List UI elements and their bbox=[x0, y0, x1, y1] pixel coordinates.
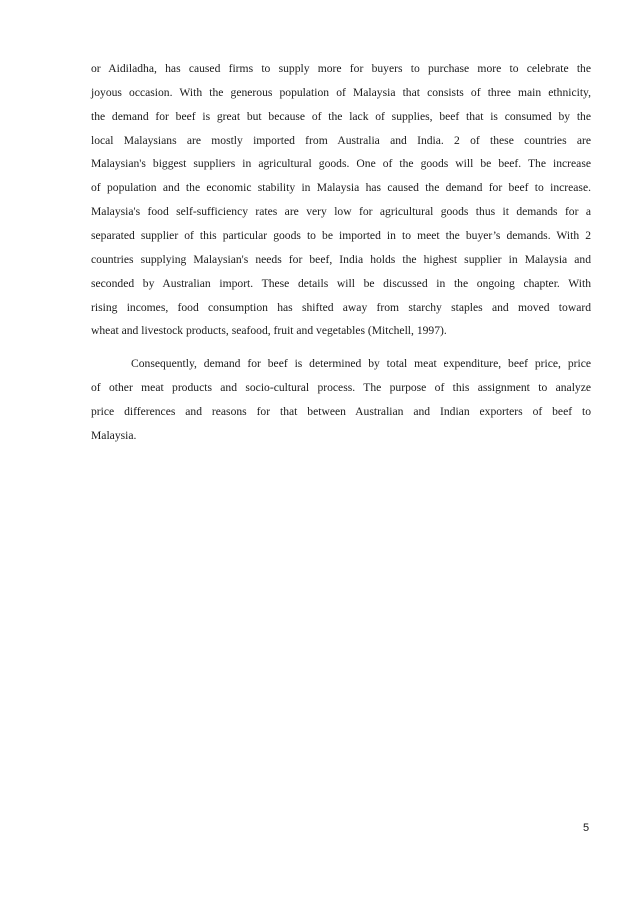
text-line: Malaysian's biggest suppliers in agricultural goods. One of the goods will be beef. The increase bbox=[91, 157, 591, 170]
text-line: wheat and livestock products, seafood, fruit and vegetables (Mitchell, 1997). bbox=[91, 324, 447, 337]
page-number: 5 bbox=[583, 822, 590, 834]
text-line: countries supplying Malaysian's needs for beef, India holds the highest supplier in Malaysia and bbox=[91, 253, 591, 266]
text-line: seconded by Australian import. These details will be discussed in the ongoing chapter. With bbox=[91, 277, 591, 290]
text-line: Malaysia's food self-sufficiency rates are very low for agricultural goods thus it demands for a bbox=[91, 205, 591, 218]
text-line: local Malaysians are mostly imported from Australia and India. 2 of these countries are bbox=[91, 134, 591, 147]
text-line: Consequently, demand for beef is determined by total meat expenditure, beef price, price bbox=[131, 357, 591, 370]
text-line: separated supplier of this particular goods to be imported in to meet the buyer’s demands. With 2 bbox=[91, 229, 591, 242]
text-line: Malaysia. bbox=[91, 429, 137, 442]
text-line: price differences and reasons for that between Australian and Indian exporters of beef to bbox=[91, 405, 591, 418]
text-line: or Aidiladha, has caused firms to supply more for buyers to purchase more to celebrate the bbox=[91, 62, 591, 75]
text-line: rising incomes, food consumption has shifted away from starchy staples and moved toward bbox=[91, 301, 591, 314]
text-line: of population and the economic stability in Malaysia has caused the demand for beef to increase. bbox=[91, 181, 591, 194]
text-line: the demand for beef is great but because of the lack of supplies, beef that is consumed by the bbox=[91, 110, 591, 123]
text-line: joyous occasion. With the generous population of Malaysia that consists of three main ethnicity, bbox=[91, 86, 591, 99]
text-line: of other meat products and socio-cultural process. The purpose of this assignment to analyze bbox=[91, 381, 591, 394]
